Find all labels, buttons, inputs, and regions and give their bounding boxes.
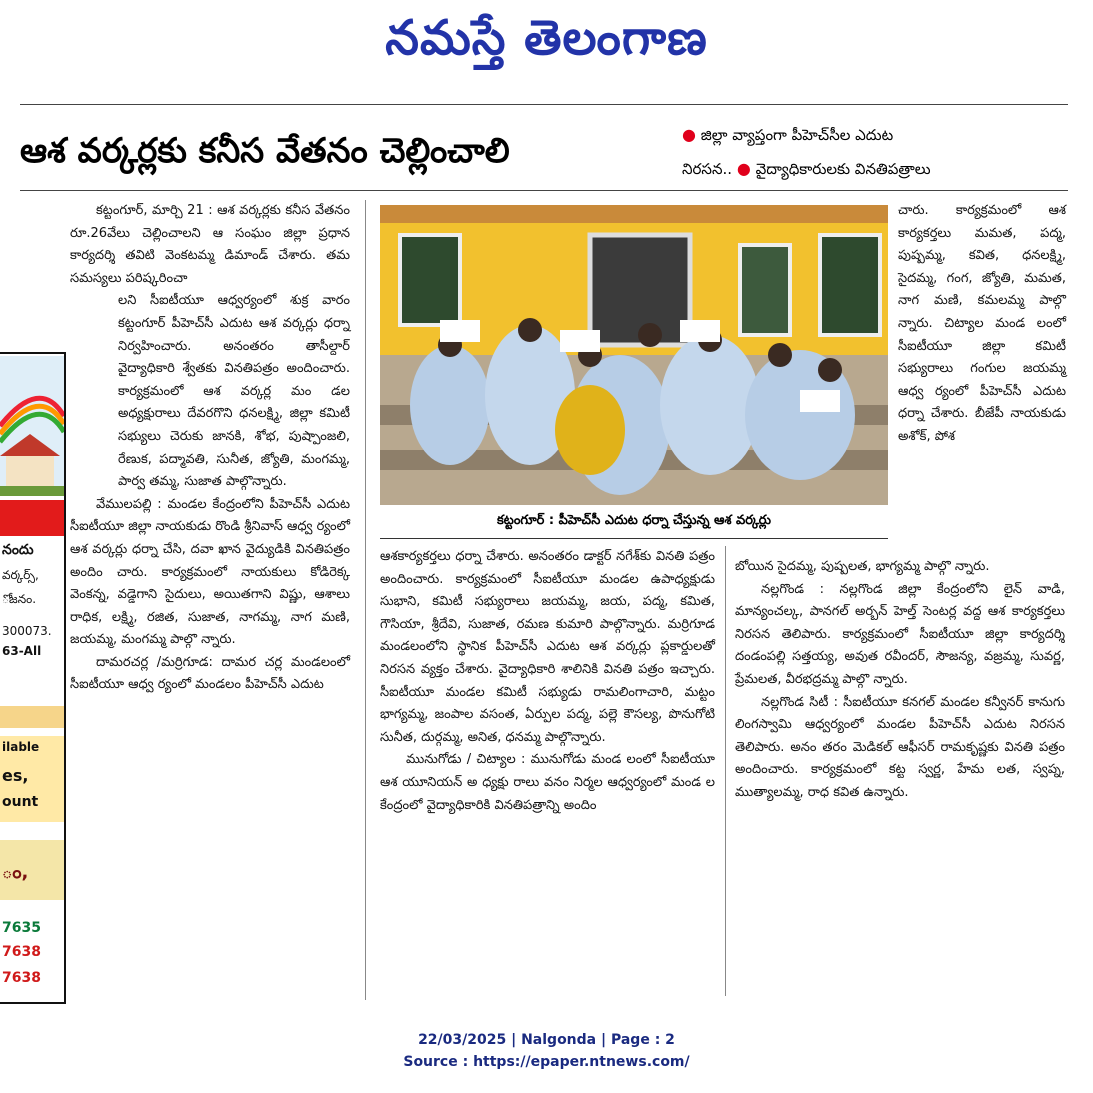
subhead-line-2b: వైద్యాధికారులకు వినతిపత్రాలు (755, 160, 931, 178)
article-column-3 (735, 556, 1065, 805)
ad-text: 300073. (2, 624, 52, 638)
ad-phone: 7635 (2, 920, 41, 936)
article-paragraph: నల్లగొండ : నల్లగొండ జిల్లా కేంద్రంలోని లైన్ వాడి, మాన్యంచల్క, పానగల్ అర్బన్ హెల్త్ సెంటర్ల వద్ద ఆశ కార్యకర్తలు నిరసన తెలిపారు. కార్యక్రమంలో సీఐటీయూ జిల్లా కార్యదర్శి దండంపల్లి సత్తయ్య, అవుత రవీందర్, సౌజన్య, వజ్రమ్మ, సువర్ణ, ప్రేమలత, వీరభద్రమ్మ పాల్గొ న్నారు. (735, 581, 1065, 687)
article-paragraph: నల్లగొండ సిటీ : సీఐటీయూ కనగల్ మండల కన్వీనర్ కానుగు లింగస్వామి ఆధ్వర్యంలో మండల పీహెచ్‌సీ ఎదుట నిరసన తెలిపారు. అనం తరం మెడికల్ ఆఫీసర్ రామకృష్ణకు వినతి పత్రం అందించారు. కార్యక్రమంలో కట్ట స్వర్ణ, హేమ లత, స్వప్న, ముత్యాలమ్మ, రాధ కవిత ఉన్నారు. (735, 694, 1065, 800)
ad-text: ోజనం. (2, 592, 37, 606)
bullet-icon: ● (682, 125, 696, 144)
ad-text: ం, (2, 862, 29, 883)
ad-text: ilable (2, 740, 40, 754)
ad-text: వర్కర్స్, (2, 568, 39, 582)
article-paragraph: చారు. కార్యక్రమంలో ఆశ కార్యకర్తలు మమత, పద్మ, పుష్పమ్మ, కవిత, ధనలక్ష్మి, సైదమ్మ, గంగ, జ్యోతి, మమత, నాగ మణి, కమలమ్మ పాల్గొ న్నారు. చిట్యాల మండ లంలో సీఐటీయూ జిల్లా కమిటీ సభ్యురాలు గంగుల జయమ్మ ఆధ్వ ర్యంలో పీహెచ్‌సీ ఎదుట ధర్నా చేశారు. బీజేపీ నాయకుడు అశోక్, పోశ (898, 203, 1066, 444)
ad-text: 63-All (2, 644, 42, 658)
photo-caption: కట్టంగూర్ : పీహెచ్‌సీ ఎదుట ధర్నా చేస్తున్న ఆశ వర్కర్లు (497, 513, 771, 528)
newspaper-logo: నమస్తే తెలంగాణ (385, 10, 708, 66)
article-paragraph: కట్టంగూర్, మార్చి 21 : ఆశ వర్కర్లకు కనీస వేతనం రూ.26వేలు చెల్లించాలని ఆ సంఘం జిల్లా ప్రధాన కార్యదర్శి తవిటి వెంకటమ్మ డిమాండ్ చేశారు. తమ సమస్యలు పరిష్కరించా (70, 203, 350, 286)
ad-phone: 7638 (2, 944, 41, 960)
ad-red-band (0, 500, 64, 536)
article-column-1 (70, 200, 350, 697)
header-divider (20, 104, 1068, 105)
ad-text: ount (2, 794, 39, 810)
footer-date-page: 22/03/2025 | Nalgonda | Page : 2 (418, 1032, 675, 1048)
article-subhead (682, 118, 1072, 186)
article-paragraph: ఆశకార్యకర్తలు ధర్నా చేశారు. అనంతరం డాక్టర్ నగేశ్‌కు వినతి పత్రం అందించారు. కార్యక్రమంలో సీఐటీయూ మండల ఉపాధ్యక్షుడు సుభాని, కమిటీ సభ్యురాలు జయమ్మ, జయ, పద్మ, కమిత, గౌసియా, శ్రీదేవి, సుజాత, రమణ కుమారి పాల్గొన్నారు. మర్రిగూడ మండలంలోని స్థానిక పీహెచ్‌సీ ఎదుట ఆశ వర్కర్లు ప్లకార్డులతో నిరసన వ్యక్తం చేశారు. వైద్యాధికారి శాలినికి వినతి పత్రం ఇచ్చారు. సీఐటీయూ మండల కమిటీ సభ్యుడు రామలింగాచారి, మట్టం భాగ్యమ్మ, జంపాల వసంత, ఏర్పుల పద్మ, పల్లె కౌసల్య, పొనుగోటి సునీత, దుర్గమ్మ, అనిత, ధనమ్మ పాల్గొన్నారు. (380, 549, 715, 745)
article-column-3-top (898, 200, 1066, 449)
footer-source: Source : https://epaper.ntnews.com/ (403, 1054, 690, 1070)
caption-divider (380, 538, 888, 539)
article-paragraph: వేములపల్లి : మండల కేంద్రంలోని పీహెచ్‌సీ ఎదుట సీఐటీయూ జిల్లా నాయకుడు రొండి శ్రీనివాస్ ఆధ్వ ర్యంలో ఆశ వర్కర్లు ధర్నా చేసి, దవా ఖాన వైద్యుడికి వినతిపత్రం అందిం చారు. కార్యక్రమంలో నాయకులు కోడిరెక్క వెంకన్న, వడ్డెగాని సైదులు, అయితగాని విష్ణు, ఆశాలు రాధిక, లక్ష్మి, రజిత, సుజాత, నాగమ్మ, నాగ మణి, జయమ్మ, మంగమ్మ పాల్గొ న్నారు. (70, 496, 350, 648)
ad-house-image (0, 356, 64, 496)
article-headline: ఆశ వర్కర్లకు కనీస వేతనం చెల్లించాలి (20, 131, 510, 171)
article-column-2 (380, 546, 715, 817)
article-photo (380, 205, 888, 505)
bullet-icon: ● (736, 159, 751, 178)
article-paragraph: దామరచర్ల /మర్రిగూడ: దామర చర్ల మండలంలో సీఐటీయూ ఆధ్వ ర్యంలో మండలం పీహెచ్‌సీ ఎదుట (70, 654, 350, 693)
headline-divider (20, 190, 1068, 191)
ad-band (0, 706, 64, 728)
ad-text: es, (2, 766, 29, 785)
article-paragraph: బోయిన సైదమ్మ, పుష్పలత, భాగ్యమ్మ పాల్గొ న్నారు. (735, 559, 990, 574)
article-paragraph: మునుగోడు / చిట్యాల : మునుగోడు మండ లంలో సీఐటీయూ ఆశ యూనియన్ అ ధ్యక్షు రాలు వనం నిర్మల ఆధ్వర్యంలో మండ ల కేంద్రంలో వైద్యాధికారికి వినతిపత్రాన్ని అందిం (380, 752, 715, 813)
subhead-line-1: జిల్లా వ్యాప్తంగా పీహెచ్‌సీల ఎదుట (700, 126, 894, 144)
column-divider (725, 546, 726, 996)
ad-phone: 7638 (2, 970, 41, 986)
side-advertisement (0, 352, 66, 1004)
article-paragraph: లని సీఐటీయూ ఆధ్వర్యంలో శుక్ర వారం కట్టంగూర్ పీహెచ్‌సీ ఎదుట ఆశ వర్కర్లు ధర్నా నిర్వహించారు. అనంతరం తాసీల్దార్ వైద్యాధికారి శ్వేతకు వినతిపత్రం అందించారు. కార్యక్రమంలో ఆశ వర్కర్ల మం డల అధ్యక్షురాలు దేవరగొని ధనలక్ష్మి, జిల్లా కమిటీ సభ్యులు చెరుకు జానకి, శోభ, పుష్పాంజలి, రేణుక, పద్మావతి, సునీత, జ్యోతి, మంగమ్మ, పార్వ తమ్మ, సుజాత పాల్గొన్నారు. (118, 293, 350, 490)
column-divider (365, 200, 366, 1000)
subhead-line-2a: నిరసన.. (682, 160, 733, 178)
masthead (0, 0, 1093, 80)
ad-text: నందు (2, 542, 34, 558)
